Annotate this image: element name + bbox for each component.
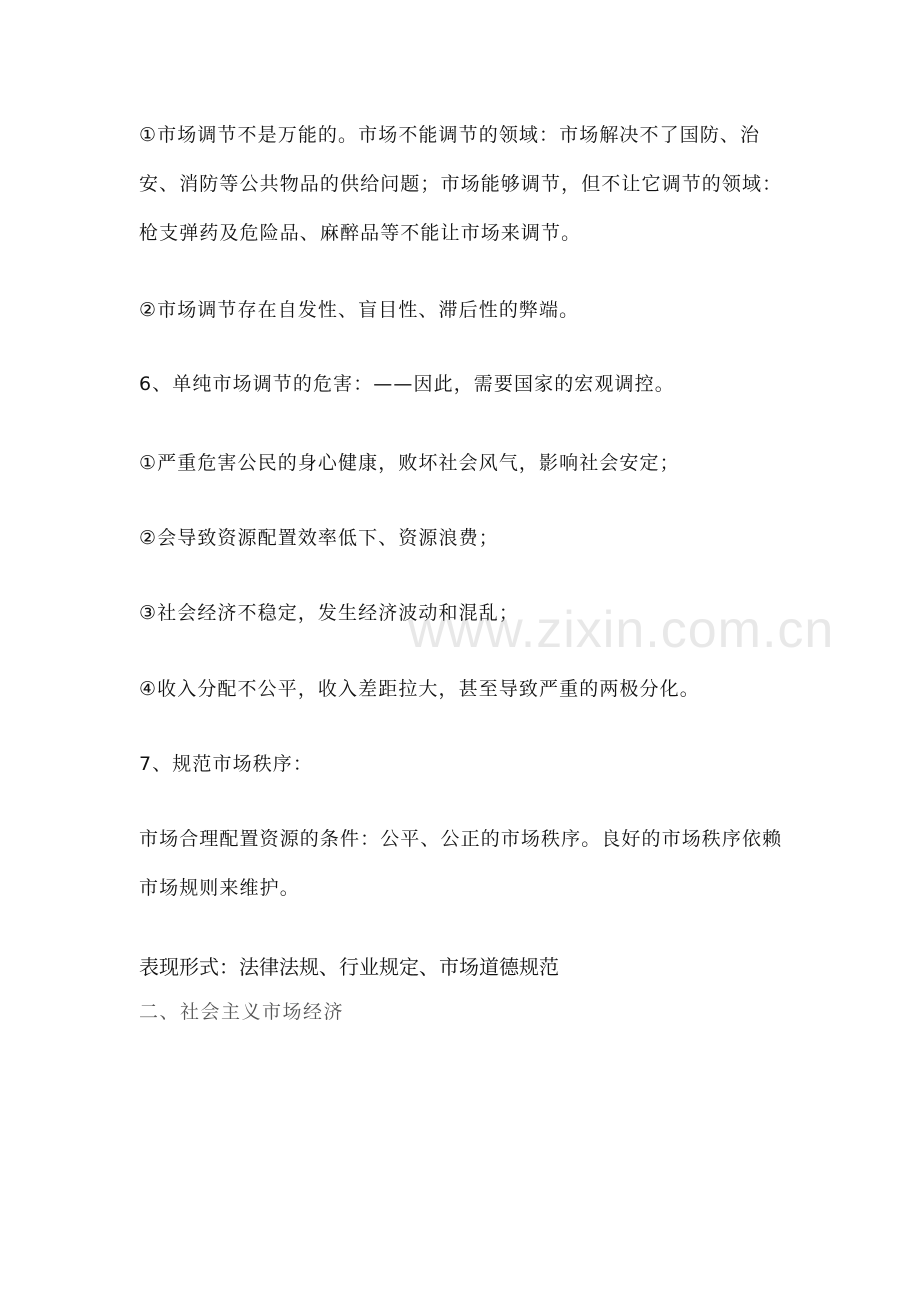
heading-market-harms: 6、单纯市场调节的危害：——因此，需要国家的宏观调控。 (139, 373, 675, 395)
paragraph-market-order: 市场合理配置资源的条件：公平、公正的市场秩序。良好的市场秩序依赖市场规则来维护。 (139, 828, 783, 899)
list-item-harm-4: ④收入分配不公平，收入差距拉大，甚至导致严重的两极分化。 (139, 678, 700, 700)
watermark: www.zixin.com.cn (408, 601, 835, 659)
paragraph-market-limits: ①市场调节不是万能的。市场不能调节的领域：市场解决不了国防、治安、消防等公共物品的供给问题；市场能够调节，但不让它调节的领域：枪支弹药及危险品、麻醉品等不能让市场来调节。 (139, 124, 783, 244)
list-item-harm-3: ③社会经济不稳定，发生经济波动和混乱； (139, 602, 519, 624)
list-item-harm-1: ①严重危害公民的身心健康，败坏社会风气，影响社会安定； (139, 452, 680, 474)
forms-line: 表现形式：法律法规、行业规定、市场道德规范 (139, 955, 559, 979)
list-item-harm-2: ②会导致资源配置效率低下、资源浪费； (139, 527, 499, 549)
section-heading: 二、社会主义市场经济 (139, 1001, 345, 1023)
paragraph-market-drawbacks: ②市场调节存在自发性、盲目性、滞后性的弊端。 (139, 299, 580, 321)
heading-market-order: 7、规范市场秩序： (139, 753, 313, 775)
